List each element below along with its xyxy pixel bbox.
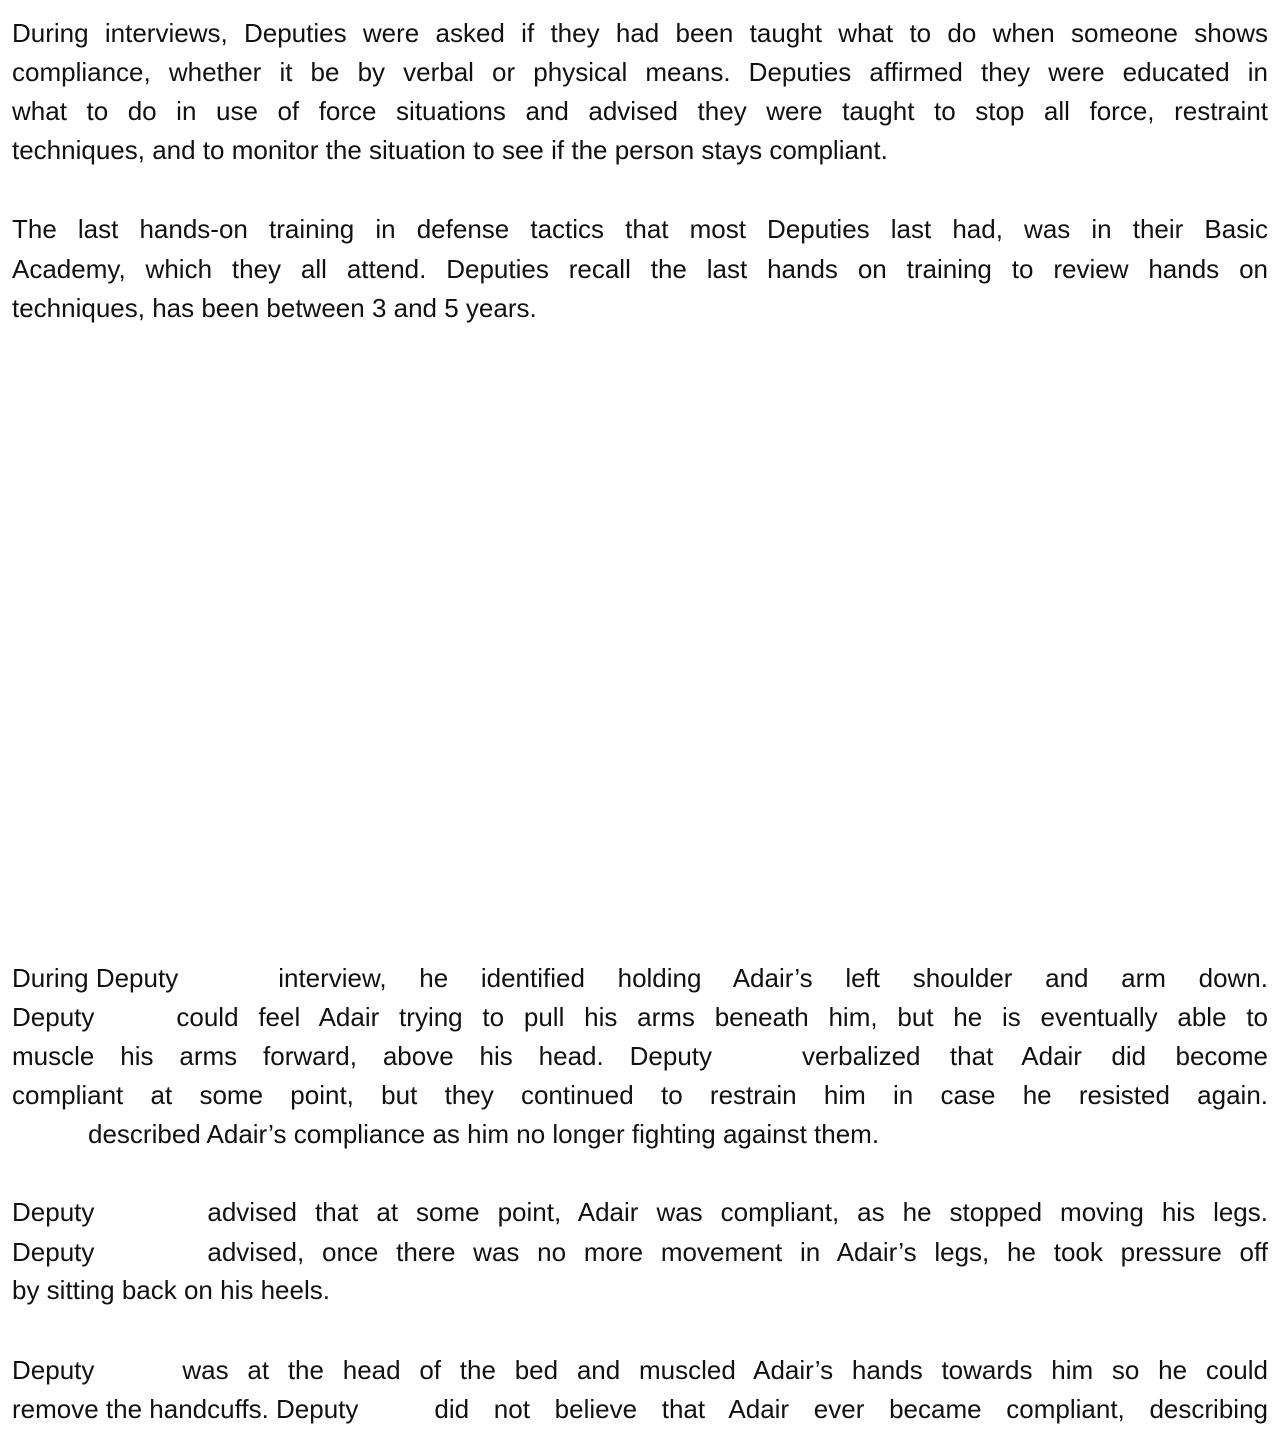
redaction-gap: [712, 1037, 802, 1076]
text-line: The last hands-on training in defense tactics that most Deputies last had, was in their Basic: [12, 214, 1268, 244]
text-segment: Deputy: [12, 1002, 95, 1032]
redaction-gap: [94, 1233, 207, 1272]
text-line: [12, 1115, 1268, 1154]
redaction-gap: [178, 959, 278, 998]
text-line: [12, 1233, 1268, 1272]
text-line: compliant at some point, but they continued to restrain him in case he resisted again.: [12, 1080, 1268, 1110]
text-line: techniques, and to monitor the situation to see if the person stays compliant.: [12, 135, 888, 165]
redaction-gap: [94, 1193, 207, 1232]
text-line: what to do in use of force situations and advised they were taught to stop all force, restraint: [12, 96, 1268, 126]
text-line: [12, 1193, 1268, 1232]
text-line: compliance, whether it be by verbal or physical means. Deputies affirmed they were educated in: [12, 57, 1268, 87]
text-line: by sitting back on his heels.: [12, 1275, 330, 1305]
text-line: [12, 1351, 1268, 1390]
redaction-gap: [94, 998, 176, 1037]
text-segment: described Adair’s compliance as him no longer fighting against them.: [88, 1119, 880, 1149]
text-segment: During Deputy: [12, 963, 179, 993]
text-segment: interview, he identified holding Adair’s left shoulder and arm down.: [278, 963, 1268, 993]
text-segment: remove the handcuffs. Deputy: [12, 1394, 359, 1424]
text-segment: could feel Adair trying to pull his arms beneath him, but he is eventually able to: [176, 1002, 1268, 1032]
text-line: During interviews, Deputies were asked if they had been taught what to do when someone shows: [12, 18, 1268, 48]
text-line: techniques, has been between 3 and 5 years.: [12, 293, 537, 323]
text-segment: Deputy: [12, 1237, 95, 1267]
text-line: [12, 1390, 1268, 1429]
text-line: [12, 959, 1268, 998]
text-segment: verbalized that Adair did become: [802, 1041, 1268, 1071]
text-segment: did not believe that Adair ever became compliant, describing: [434, 1394, 1268, 1424]
text-segment: advised that at some point, Adair was compliant, as he stopped moving his legs.: [207, 1197, 1268, 1227]
redaction-gap: [94, 1351, 182, 1390]
text-segment: was at the head of the bed and muscled Adair’s hands towards him so he could: [182, 1355, 1268, 1385]
text-line: [12, 1037, 1268, 1076]
redaction-gap: [12, 1115, 88, 1154]
text-segment: muscle his arms forward, above his head. Deputy: [12, 1041, 712, 1071]
text-segment: Deputy: [12, 1197, 95, 1227]
text-segment: advised, once there was no more movement in Adair’s legs, he took pressure off: [207, 1237, 1268, 1267]
text-line: Academy, which they all attend. Deputies recall the last hands on training to review hands on: [12, 254, 1268, 284]
text-segment: Deputy: [12, 1355, 95, 1385]
redaction-gap: [358, 1390, 434, 1429]
text-line: [12, 998, 1268, 1037]
